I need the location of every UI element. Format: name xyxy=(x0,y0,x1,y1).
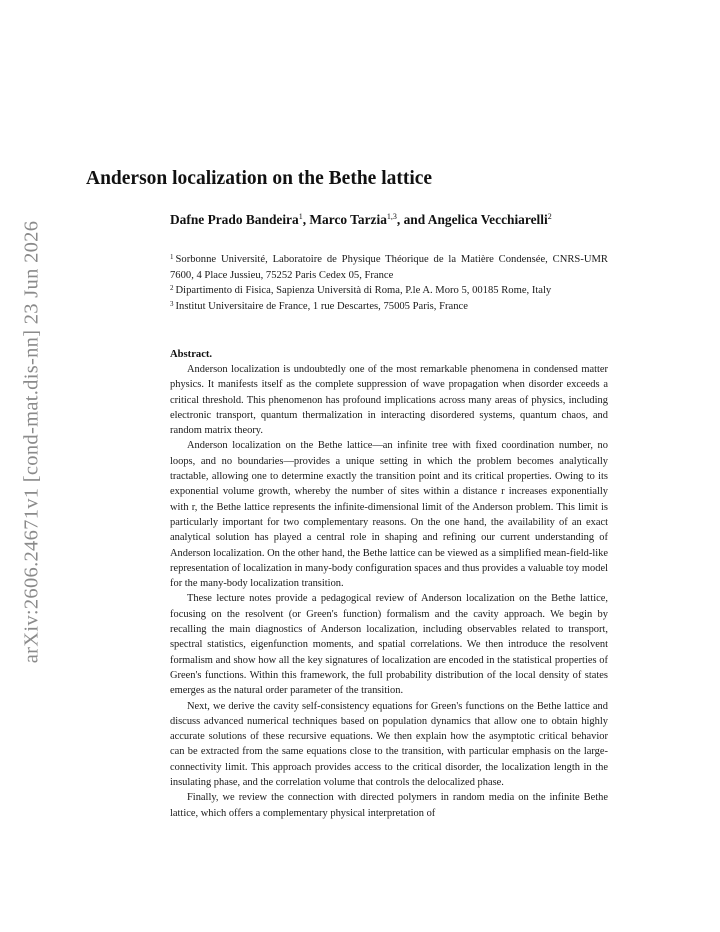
author-separator: , xyxy=(302,212,310,227)
paper-title: Anderson localization on the Bethe lattice xyxy=(86,168,433,189)
author-name: Angelica Vecchiarelli xyxy=(427,212,548,227)
affiliation-list xyxy=(170,252,608,314)
author-affiliation-marker: 2 xyxy=(547,212,552,221)
author-affiliation-marker: 1,3 xyxy=(386,212,397,221)
affiliation xyxy=(170,252,608,283)
author-affiliation-marker: 1 xyxy=(298,212,303,221)
arxiv-identifier: arXiv:2606.24671v1 [cond-mat.dis-nn] 23 Jun 2026 xyxy=(20,220,43,664)
abstract-section xyxy=(170,347,608,821)
author-name: Marco Tarzia xyxy=(309,212,387,227)
abstract-paragraph: These lecture notes provide a pedagogical review of Anderson localization on the Bethe lattice, focusing on the resolvent (or Green's function) formalism and the cavity approach. We begin by recalling the main diagnostics of Anderson localization, including observables related to transport, spectral statistics, eigenfunction moments, and spatial correlations. We then introduce the resolvent formalism and show how all the key signatures of localization are encoded in the statistical properties of Green's functions. Within this framework, the full probability distribution of the local density of states emerges as the natural order parameter of the transition. xyxy=(170,593,608,697)
affiliation xyxy=(170,283,608,299)
abstract-heading: Abstract. xyxy=(170,349,213,360)
abstract-paragraph: Next, we derive the cavity self-consistency equations for Green's functions on the Bethe lattice and discuss advanced numerical techniques based on population dynamics that allow one to obtain highly accurate solutions of these recursive equations. We then explain how the asymptotic critical behavior can be extracted from the same equations close to the transition, with particular emphasis on the large-connectivity limit. This approach provides access to the critical disorder, the localization length in the insulating phase, and the correlation volume that controls the delocalized phase. xyxy=(170,700,608,789)
affiliation-number: 1 xyxy=(170,253,174,261)
arxiv-side-stamp xyxy=(18,212,46,672)
author-list xyxy=(170,211,610,229)
author-separator: , and xyxy=(396,212,428,227)
abstract-paragraph: Anderson localization is undoubtedly one of the most remarkable phenomena in condensed matter physics. It manifests itself as the complete suppression of wave propagation when disorder exceeds a critical threshold. This phenomenon has profound implications across many areas of physics, including electronic transport, quantum thermalization in interacting disordered systems, quantum chaos, and random matrix theory. xyxy=(170,364,608,437)
abstract-paragraph: Anderson localization on the Bethe lattice—an infinite tree with fixed coordination number, no loops, and no boundaries—provides a unique setting in which the problem becomes analytically tractable, allowing one to determine exactly the transition point and its critical properties. Owing to its exponential volume growth, whereby the number of sites within a distance r increases exponentially with r, the Bethe lattice represents the infinite-dimensional limit of the Anderson problem. This limit is particularly important for two complementary reasons. On the one hand, the availability of an exact analytical solution has played a central role in shaping and refining our current understanding of Anderson localization. On the other hand, the Bethe lattice can be viewed as a simplified mean-field-like representation of localization in many-body configuration spaces and thus provides a valuable toy model for the many-body localization transition. xyxy=(170,440,608,590)
author-name: Dafne Prado Bandeira xyxy=(170,212,299,227)
affiliation xyxy=(170,299,608,315)
affiliation-number: 2 xyxy=(170,284,174,293)
affiliation-text: Institut Universitaire de France, 1 rue Descartes, 75005 Paris, France xyxy=(175,300,468,312)
abstract-paragraph: Finally, we review the connection with directed polymers in random media on the infinite Bethe lattice, which offers a complementary physical interpretation of xyxy=(170,792,608,819)
affiliation-text: Dipartimento di Fisica, Sapienza Università di Roma, P.le A. Moro 5, 00185 Rome, Italy xyxy=(175,285,552,297)
affiliation-number: 3 xyxy=(170,299,174,308)
affiliation-text: Sorbonne Université, Laboratoire de Physique Théorique de la Matière Condensée, CNRS-UMR 7600, 4 Place Jussieu, 75252 Paris Cedex 05, France xyxy=(170,254,608,281)
